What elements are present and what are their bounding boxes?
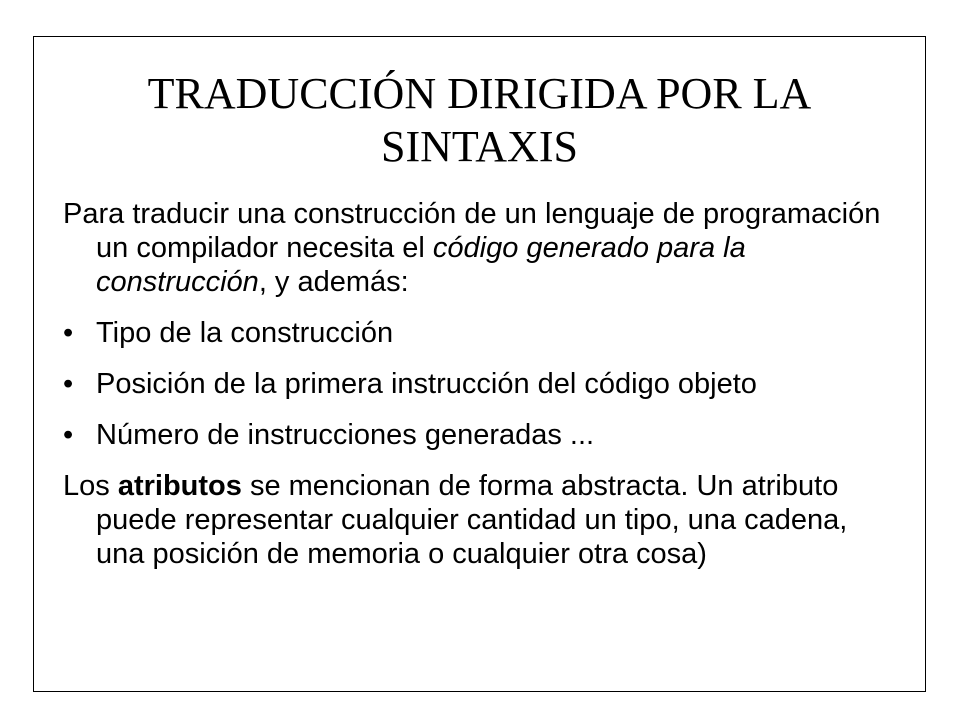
intro-text-start: Para traducir una construcción de un lenguaje de programación un compilador necesita el <box>63 198 881 264</box>
intro-emphasis: código generado para la construcción <box>96 232 746 298</box>
intro-paragraph <box>63 197 903 299</box>
bullet-text: Posición de la primera instrucción del código objeto <box>96 368 757 400</box>
bullet-marker: • <box>63 419 74 451</box>
bullet-item-type <box>63 316 903 350</box>
slide <box>33 36 926 692</box>
closing-paragraph <box>63 469 903 571</box>
slide-body <box>63 197 903 571</box>
closing-text-end: se mencionan de forma abstracta. Un atributo puede representar cualquier cantidad un tipo, una cadena, una posición de memoria o cualquier otra cosa) <box>96 470 848 570</box>
closing-text-start: Los <box>63 470 118 502</box>
closing-strong: atributos <box>117 470 242 502</box>
slide-title <box>34 67 925 173</box>
bullet-text: Tipo de la construcción <box>96 317 394 349</box>
intro-text-end: , y además: <box>258 266 409 298</box>
bullet-text: Número de instrucciones generadas ... <box>96 419 595 451</box>
slide-title-line-2: SINTAXIS <box>381 122 578 171</box>
bullet-item-count <box>63 418 903 452</box>
bullet-marker: • <box>63 368 74 400</box>
slide-title-line-1: TRADUCCIÓN DIRIGIDA POR LA <box>147 69 812 118</box>
bullet-item-position <box>63 367 903 401</box>
bullet-marker: • <box>63 317 74 349</box>
